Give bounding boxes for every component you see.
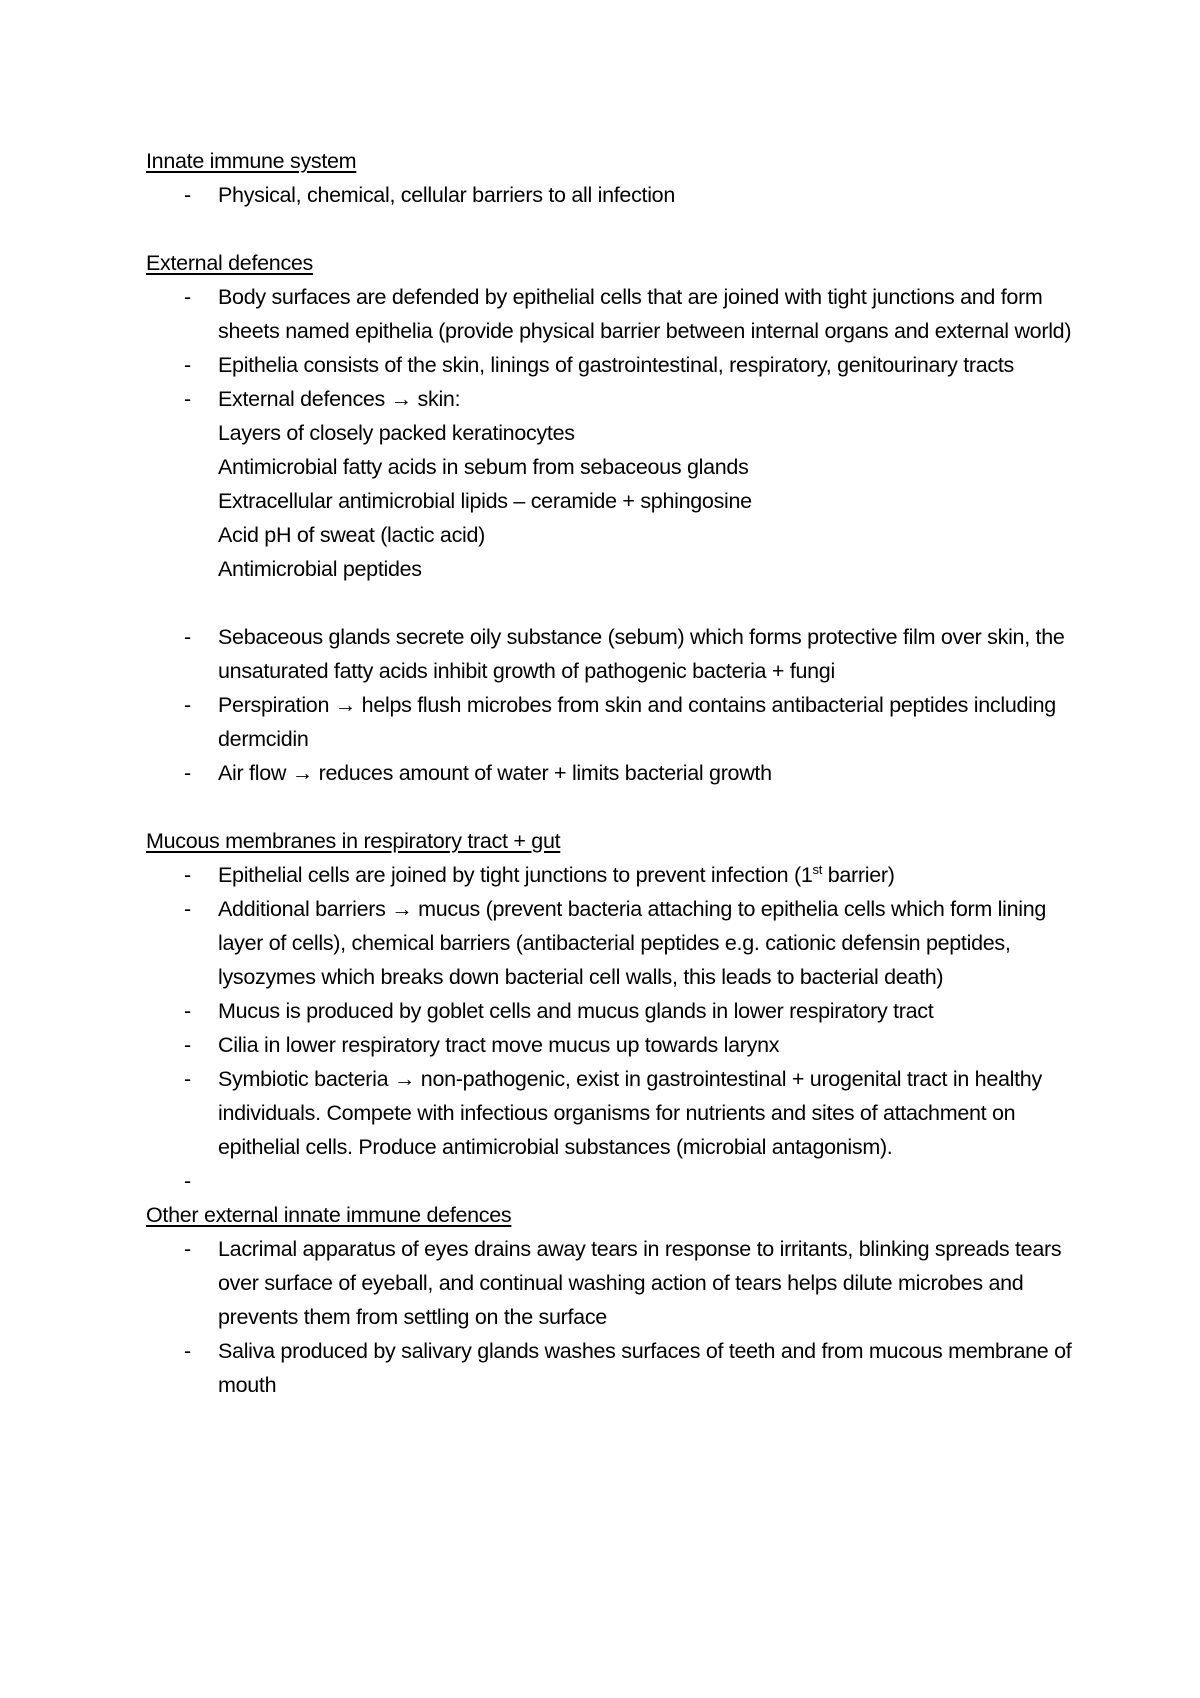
document-page: [146, 144, 1076, 1402]
bullet-item: - Saliva produced by salivary glands washes surfaces of teeth and from mucous membrane of mouth: [146, 1334, 1076, 1402]
skin-item-line: Antimicrobial fatty acids in sebum from sebaceous glands: [218, 455, 749, 479]
skin-item-line: Layers of closely packed keratinocytes: [218, 421, 575, 445]
bullet-item: - Symbiotic bacteria → non-pathogenic, exist in gastrointestinal + urogenital tract in healthy individuals. Compete with infectious organisms for nutrients and sites of attachment on epithelial cells. Produce antimicrobial substances (microbial antagonism).: [146, 1062, 1076, 1164]
section-heading: Mucous membranes in respiratory tract + gut: [146, 829, 561, 853]
bullet-list: [146, 858, 1076, 1198]
spacer: [146, 790, 1076, 824]
section-heading: Other external innate immune defences: [146, 1203, 512, 1227]
bullet-item-empty: [146, 1164, 1076, 1198]
superscript: st: [812, 861, 823, 877]
bullet-item: - Perspiration → helps flush microbes from skin and contains antibacterial peptides including dermcidin: [146, 688, 1076, 756]
skin-item-line: Extracellular antimicrobial lipids – ceramide + sphingosine: [218, 489, 752, 513]
bullet-item: - Mucus is produced by goblet cells and mucus glands in lower respiratory tract: [146, 994, 1076, 1028]
skin-item-title: - External defences → skin:: [218, 387, 461, 411]
skin-item-line: Acid pH of sweat (lactic acid): [218, 523, 486, 547]
spacer: [218, 586, 1076, 620]
bullet-text: Epithelial cells are joined by tight junctions to prevent infection (1: [218, 863, 813, 887]
bullet-text: barrier): [822, 863, 895, 887]
bullet-item: - Body surfaces are defended by epithelial cells that are joined with tight junctions and form sheets named epithelia (provide physical barrier between internal organs and external world): [146, 280, 1076, 348]
bullet-list: [146, 1232, 1076, 1402]
bullet-item: - Lacrimal apparatus of eyes drains away tears in response to irritants, blinking spreads tears over surface of eyeball, and continual washing action of tears helps dilute microbes and prevents them from settling on the surface: [146, 1232, 1076, 1334]
bullet-item: - Air flow → reduces amount of water + limits bacterial growth: [146, 756, 1076, 790]
bullet-item: - Sebaceous glands secrete oily substance (sebum) which forms protective film over skin, the unsaturated fatty acids inhibit growth of pathogenic bacteria + fungi: [146, 620, 1076, 688]
bullet-list: [146, 280, 1076, 790]
bullet-item: - Cilia in lower respiratory tract move mucus up towards larynx: [146, 1028, 1076, 1062]
skin-item-line: Antimicrobial peptides: [218, 557, 422, 581]
bullet-item: - Epithelia consists of the skin, linings of gastrointestinal, respiratory, genitourinary tracts: [146, 348, 1076, 382]
spacer: [146, 212, 1076, 246]
section-heading: External defences: [146, 251, 314, 275]
bullet-item: - Additional barriers → mucus (prevent bacteria attaching to epithelia cells which form lining layer of cells), chemical barriers (antibacterial peptides e.g. cationic defensin peptides, lysozymes which breaks down bacterial cell walls, this leads to bacterial death): [146, 892, 1076, 994]
section-heading: Innate immune system: [146, 149, 357, 173]
bullet-item: [146, 858, 1076, 892]
bullet-item-skin: [146, 382, 1076, 620]
bullet-item: - Physical, chemical, cellular barriers to all infection: [146, 178, 1076, 212]
bullet-list: [146, 178, 1076, 212]
